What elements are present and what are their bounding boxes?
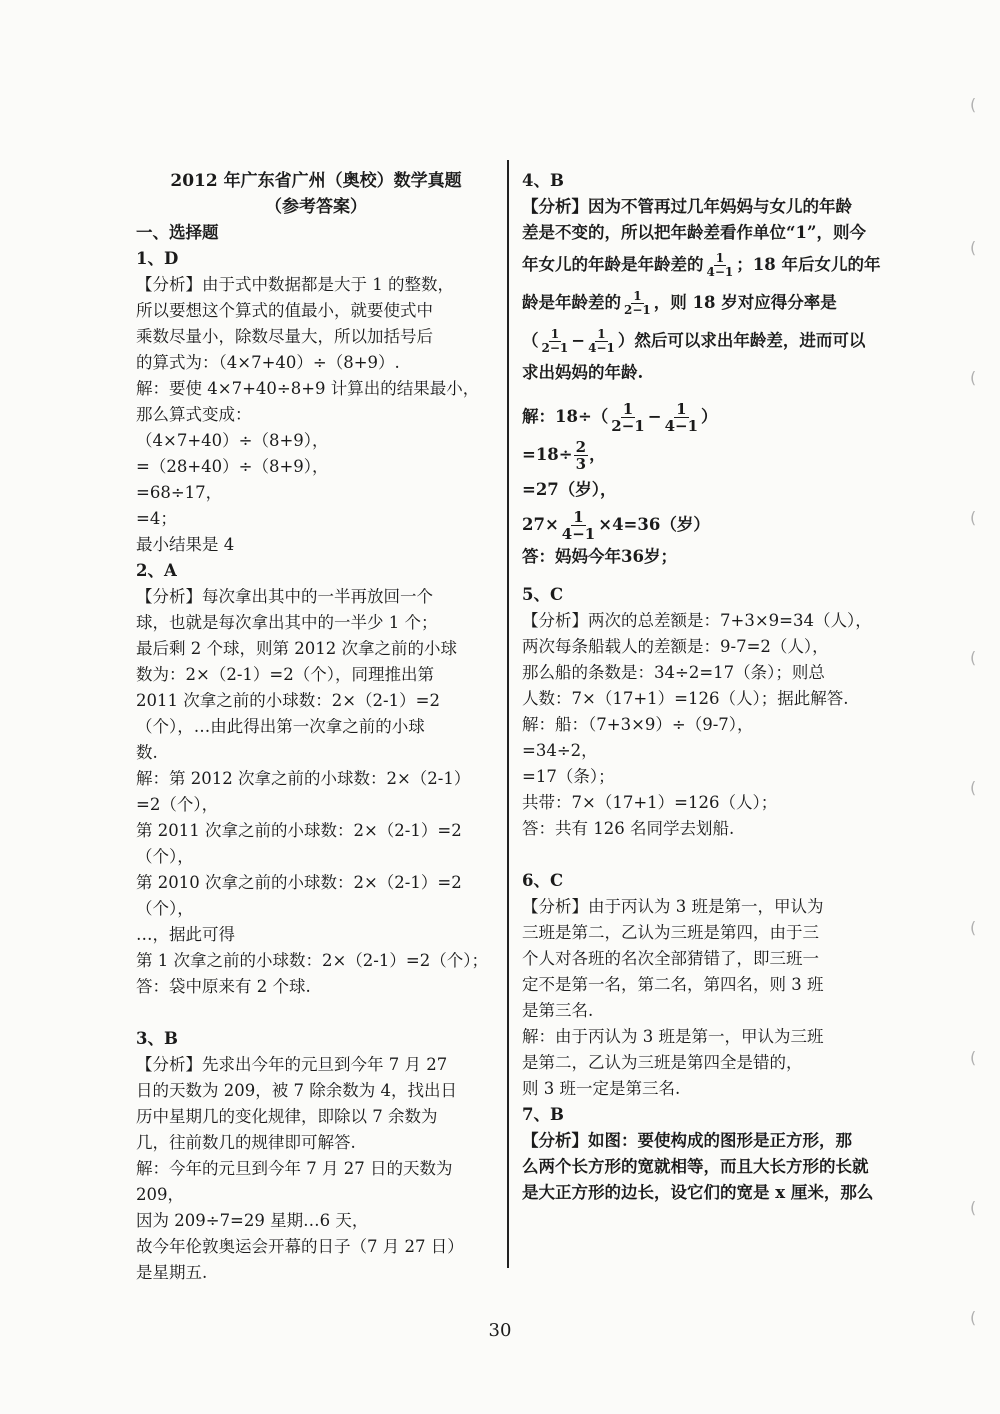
spacer	[522, 386, 890, 398]
fraction-denominator: 4−1	[588, 341, 615, 355]
page-title: 2012 年广东省广州（奥校）数学真题	[170, 171, 462, 191]
text-line: 日的天数为 209，被 7 除余数为 4，找出日	[136, 1081, 457, 1100]
text-line: 【分析】如图：要使构成的图形是正方形，那	[522, 1131, 852, 1150]
text-line: （个），…由此得出第一次拿之前的小球	[136, 717, 425, 736]
text-line: 因为 209÷7=29 星期…6 天，	[136, 1211, 369, 1230]
question-1	[136, 246, 496, 558]
spacer	[522, 570, 890, 582]
question-6-body	[522, 894, 890, 1102]
margin-mark: (	[970, 238, 977, 257]
question-5	[522, 582, 890, 842]
fraction-numerator: 2	[575, 438, 587, 456]
text-line: 是第三名.	[522, 1001, 594, 1020]
spacer	[136, 1000, 496, 1026]
text-line: 几，往前数几的规律即可解答.	[136, 1133, 356, 1152]
fraction	[574, 439, 588, 472]
text-line: （4×7+40）÷（8+9），	[136, 431, 329, 450]
q4-analysis-line: 求出妈妈的年龄.	[522, 363, 644, 382]
text-line: 最小结果是 4	[136, 535, 235, 554]
text-line: 解：由于丙认为 3 班是第一，甲认为三班	[522, 1027, 824, 1046]
text-line: 是大正方形的边长，设它们的宽是 x 厘米，那么	[522, 1183, 874, 1202]
fraction	[560, 509, 597, 542]
question-7-body	[522, 1128, 890, 1206]
fraction-denominator: 3	[575, 455, 587, 473]
text-line: 解：要使 4×7+40÷8+9 计算出的结果最小，	[136, 379, 480, 398]
text-line: …，据此可得	[136, 925, 235, 944]
q4-solution-line: =27（岁），	[522, 480, 617, 499]
question-2-answer: 2、A	[136, 561, 177, 580]
text-line: 人数：7×（17+1）=126（人）；据此解答.	[522, 689, 849, 708]
fraction-numerator: 1	[676, 400, 687, 418]
fraction	[705, 252, 736, 279]
text-line: 解：第 2012 次拿之前的小球数：2×（2-1）	[136, 769, 471, 788]
fraction-denominator: 4−1	[664, 417, 699, 435]
text-line: 答：共有 126 名同学去划船.	[522, 819, 735, 838]
text-line: 历中星期几的变化规律，即除以 7 余数为	[136, 1107, 438, 1126]
q4-answer-line: 答：妈妈今年36岁；	[522, 547, 677, 566]
minus-sign: −	[647, 407, 662, 426]
text-line: 第 2010 次拿之前的小球数：2×（2-1）=2	[136, 873, 462, 892]
text-line: =34÷2，	[522, 741, 598, 760]
fraction-numerator: 1	[573, 508, 584, 526]
text: 解：18÷（	[522, 407, 609, 426]
text-line: =（28+40）÷（8+9），	[136, 457, 329, 476]
text-line: 共带：7×（17+1）=126（人）；	[522, 793, 778, 812]
text-line: 数为：2×（2-1）=2（个），同理推出第	[136, 665, 434, 684]
fraction-numerator: 1	[622, 400, 634, 418]
fraction-denominator: 4−1	[706, 265, 734, 279]
text-line: （个），	[136, 899, 194, 918]
text-line: 三班是第二，乙认为三班是第四，由于三	[522, 923, 819, 942]
text-line: 个人对各班的名次全部猜错了，即三班一	[522, 949, 819, 968]
text-line: 解：今年的元旦到今年 7 月 27 日的天数为	[136, 1159, 453, 1178]
text-line: =68÷17，	[136, 483, 223, 502]
fraction-numerator: 1	[550, 327, 560, 341]
text-line: 的算式为：（4×7+40）÷（8+9）.	[136, 353, 400, 372]
question-6	[522, 868, 890, 1102]
question-7	[522, 1102, 890, 1206]
text-line: 两次每条船载人的差额是：9-7=2（人），	[522, 637, 829, 656]
text: 27×	[522, 515, 559, 534]
margin-mark: (	[970, 648, 977, 667]
page-subtitle: （参考答案）	[265, 197, 367, 217]
question-5-body	[522, 608, 890, 842]
q4-analysis-line	[522, 322, 890, 360]
text-line: 么两个长方形的宽就相等，而且大长方形的长就	[522, 1157, 869, 1176]
text-line: 数.	[136, 743, 158, 762]
question-5-answer: 5、C	[522, 585, 564, 604]
fraction	[540, 328, 571, 355]
fraction-denominator: 4−1	[561, 525, 596, 543]
text-line: 乘数尽量小，除数尽量大，所以加括号后	[136, 327, 433, 346]
question-3-body	[136, 1052, 496, 1286]
text-line: 定不是第一名，第二名，第四名，则 3 班	[522, 975, 824, 994]
text-line: 【分析】两次的总差额是：7+3×9=34（人），	[522, 611, 872, 630]
q4-solution-line	[522, 436, 890, 474]
question-2-body	[136, 584, 496, 1000]
margin-mark: (	[970, 1308, 977, 1327]
left-column	[136, 168, 496, 1286]
text: ）然后可以求出年龄差，进而可以	[617, 331, 866, 350]
text-line: 是第二，乙认为三班是第四全是错的，	[522, 1053, 803, 1072]
fraction-numerator: 1	[597, 327, 606, 341]
fraction-denominator: 2−1	[541, 341, 569, 355]
text-line: 是星期五.	[136, 1263, 208, 1282]
q4-analysis-line: 【分析】因为不管再过几年妈妈与女儿的年龄	[522, 197, 852, 216]
question-6-answer: 6、C	[522, 871, 564, 890]
spacer	[522, 842, 890, 868]
minus-sign: −	[571, 331, 586, 350]
text-line: 【分析】每次拿出其中的一半再放回一个	[136, 587, 433, 606]
question-7-answer: 7、B	[522, 1105, 564, 1124]
q4-analysis-line	[522, 246, 890, 284]
text: 年女儿的年龄是年龄差的	[522, 255, 704, 274]
margin-mark: (	[970, 778, 977, 797]
text-line: 则 3 班一定是第三名.	[522, 1079, 681, 1098]
text: ，则 18 岁对应得分率是	[653, 293, 837, 312]
text-line: 所以要想这个算式的值最小，就要使式中	[136, 301, 433, 320]
text-line: 第 1 次拿之前的小球数：2×（2-1）=2（个）；	[136, 951, 488, 970]
text: ；18 年后女儿的年	[736, 255, 881, 274]
text: ×4=36（岁）	[598, 515, 710, 534]
fraction	[586, 328, 617, 355]
text-line: 【分析】先求出今年的元旦到今年 7 月 27	[136, 1055, 448, 1074]
fraction	[609, 401, 646, 434]
section-heading: 一、选择题	[136, 223, 219, 242]
text-line: =4；	[136, 509, 177, 528]
text-line: 第 2011 次拿之前的小球数：2×（2-1）=2	[136, 821, 462, 840]
text-line: 那么船的条数是：34÷2=17（条）；则总	[522, 663, 825, 682]
fraction	[663, 401, 700, 434]
question-3	[136, 1026, 496, 1286]
fraction-denominator: 2−1	[624, 303, 651, 317]
text-line: 【分析】由于丙认为 3 班是第一，甲认为	[522, 897, 824, 916]
right-column	[522, 168, 890, 1206]
text-line: 2011 次拿之前的小球数：2×（2-1）=2	[136, 691, 440, 710]
fraction-numerator: 1	[633, 289, 642, 303]
q4-analysis-line	[522, 284, 890, 322]
text-line: （个），	[136, 847, 194, 866]
text: （	[522, 331, 539, 350]
text: =18÷	[522, 445, 573, 464]
fraction-denominator: 2−1	[611, 417, 645, 435]
text-line: 【分析】由于式中数据都是大于 1 的整数，	[136, 275, 454, 294]
q4-analysis-line: 差是不变的，所以把年龄差看作单位“1”，则今	[522, 223, 866, 242]
fraction	[622, 290, 653, 317]
margin-mark: (	[970, 368, 977, 387]
margin-mark: (	[970, 1048, 977, 1067]
margin-mark: (	[970, 95, 977, 114]
question-1-body	[136, 272, 496, 558]
text-line: 球，也就是每次拿出其中的一半少 1 个；	[136, 613, 438, 632]
text-line: 答：袋中原来有 2 个球.	[136, 977, 311, 996]
fraction-numerator: 1	[715, 251, 725, 265]
text-line: 解：船：（7+3×9）÷（9-7），	[522, 715, 754, 734]
text: ，	[589, 445, 606, 464]
text-line: 那么算式变成：	[136, 405, 252, 424]
margin-mark: (	[970, 918, 977, 937]
text: 龄是年龄差的	[522, 293, 621, 312]
text-line: 最后剩 2 个球，则第 2012 次拿之前的小球	[136, 639, 457, 658]
question-2	[136, 558, 496, 1000]
margin-mark: (	[970, 1198, 977, 1217]
text: ）	[701, 407, 718, 426]
q4-solution-line	[522, 398, 890, 436]
page-number: 30	[488, 1320, 512, 1341]
text-line: 故今年伦敦奥运会开幕的日子（7 月 27 日）	[136, 1237, 464, 1256]
question-1-answer: 1、D	[136, 249, 179, 268]
question-4-answer: 4、B	[522, 171, 564, 190]
question-3-answer: 3、B	[136, 1029, 178, 1048]
text-line: =2（个），	[136, 795, 219, 814]
question-4	[522, 168, 890, 570]
column-divider	[507, 160, 509, 1268]
text-line: 209，	[136, 1185, 184, 1204]
margin-mark: (	[970, 508, 977, 527]
q4-solution-line	[522, 506, 890, 544]
text-line: =17（条）；	[522, 767, 615, 786]
